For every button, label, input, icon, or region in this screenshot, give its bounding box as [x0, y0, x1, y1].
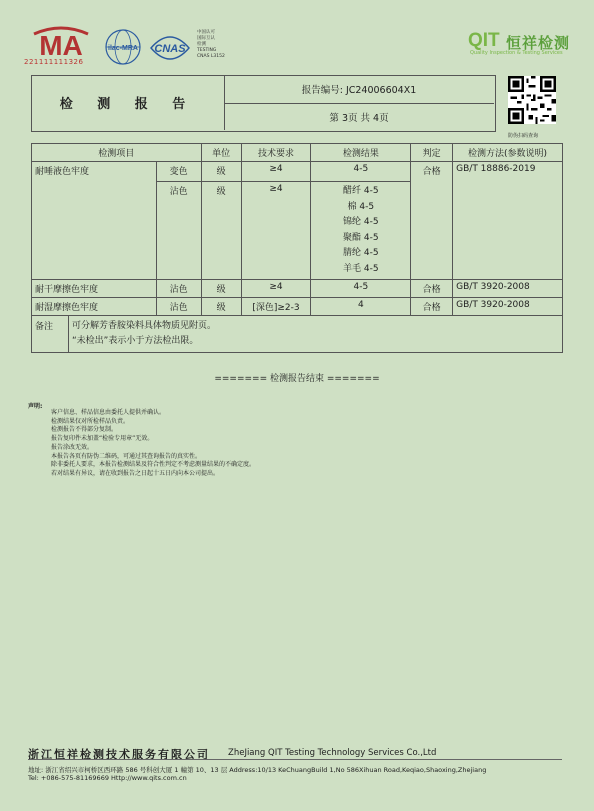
- header-result: 检测结果: [311, 144, 411, 162]
- cnas-accreditation-text: 中国认可 国际互认 检测 TESTING CNAS L3152: [197, 30, 225, 59]
- qit-tagline: Quality Inspection & Testing Services: [470, 50, 563, 56]
- footer-divider: [28, 759, 562, 760]
- remark-text: 可分解芳香胺染料具体物质见附页。 “未检出”表示小于方法检出限。: [72, 321, 217, 346]
- result: 4-5: [311, 280, 411, 298]
- test-item: 耐干摩擦色牢度: [32, 280, 157, 298]
- sub-item: 沾色: [156, 298, 201, 316]
- unit: 级: [201, 162, 241, 182]
- header-unit: 单位: [201, 144, 241, 162]
- sub-item: 变色: [156, 162, 201, 182]
- table-row: [32, 280, 563, 298]
- footer-company-en: ZheJiang QIT Testing Technology Services Co.,Ltd: [228, 748, 437, 758]
- verdict: 合格: [411, 162, 453, 280]
- cnas-logo: [147, 32, 193, 64]
- qit-logo: QIT: [468, 30, 500, 51]
- method: GB/T 3920-2008: [453, 280, 563, 298]
- requirement: [深色]≥2-3: [241, 298, 311, 316]
- cma-logo-text: MA: [39, 30, 83, 61]
- remark-label: 备注: [32, 316, 69, 352]
- header-requirement: 技术要求: [241, 144, 311, 162]
- header-method: 检测方法(参数说明): [453, 144, 563, 162]
- report-number: 报告编号: JC24006604X1: [224, 75, 494, 104]
- cma-number: 221111111326: [24, 58, 84, 66]
- qr-caption: 防伪扫码查询: [508, 133, 539, 139]
- sub-item: 沾色: [156, 280, 201, 298]
- verdict: 合格: [411, 298, 453, 316]
- result-line: 锦纶 4-5: [343, 217, 379, 227]
- result-line: 羊毛 4-5: [343, 263, 379, 274]
- page-number: 第 3页 共 4页: [329, 112, 389, 124]
- table-row: [32, 298, 563, 316]
- header-test-item: 检测项目: [32, 144, 202, 162]
- result-line: 棉 4-5: [347, 201, 375, 212]
- test-item: 耐湿摩擦色牢度: [32, 298, 157, 316]
- test-results-table: [31, 143, 563, 353]
- ilac-mra-logo: [103, 28, 143, 66]
- cnas-logo-text: CNAS: [154, 43, 186, 55]
- requirement: ≥4: [241, 280, 311, 298]
- unit: 级: [201, 298, 241, 316]
- table-row: [32, 162, 563, 182]
- result: 4: [311, 298, 411, 316]
- result-list: [311, 182, 411, 280]
- report-end-marker: ======= 检测报告结束 =======: [214, 374, 380, 384]
- verdict: 合格: [411, 280, 453, 298]
- unit: 级: [201, 182, 241, 280]
- footer-address: 地址: 浙江省绍兴市柯桥区西环路 586 号科创大厦 1 幢第 10、13 层 Address:10/13 KeChuangBuild 1,No 586Xihuan Road,Keqiao,Shaoxing,Zhejiang: [28, 766, 487, 774]
- result-line: 醋纤 4-5: [343, 186, 379, 196]
- method: GB/T 3920-2008: [453, 298, 563, 316]
- method: GB/T 18886-2019: [453, 162, 563, 280]
- remark-row: [32, 316, 563, 353]
- footer-company-cn: 浙江恒祥检测技术服务有限公司: [28, 748, 210, 761]
- qit-chinese-name: 恒祥检测: [506, 34, 571, 52]
- requirement: ≥4: [241, 162, 311, 182]
- header-verdict: 判定: [411, 144, 453, 162]
- ilac-logo-text: ilac-MRA: [108, 45, 138, 52]
- declaration-title: 声明:: [28, 403, 43, 410]
- declaration-text: 客户信息、样品信息由委托人提供并确认。 检测结果仅对所检样品负责。 检测报告不得部分复制。 报告复印件未加盖“检验专用章”无效。 报告涂改无效。 本报告各页有防伪二维码，可通过其查询报告的真实性。 除非委托人要求，本报告检测结果及符合性判定不考虑测量结果的不确定度。 若对结果有异议，请在收到报告之日起十五日内向本公司提出。: [51, 409, 256, 477]
- requirement: ≥4: [241, 182, 311, 280]
- unit: 级: [201, 280, 241, 298]
- sub-item: 沾色: [156, 182, 201, 280]
- table-header-row: [32, 144, 563, 162]
- footer-contact: Tel: +086-575-81169669 Http://www.qits.com.cn: [28, 774, 187, 782]
- test-item: 耐唾液色牢度: [32, 162, 157, 280]
- report-title: 检 测 报 告: [31, 75, 225, 130]
- qr-code-icon[interactable]: [508, 76, 556, 124]
- result: 4-5: [311, 162, 411, 182]
- result-line: 腈纶 4-5: [343, 248, 379, 258]
- result-line: 聚酯 4-5: [343, 232, 379, 243]
